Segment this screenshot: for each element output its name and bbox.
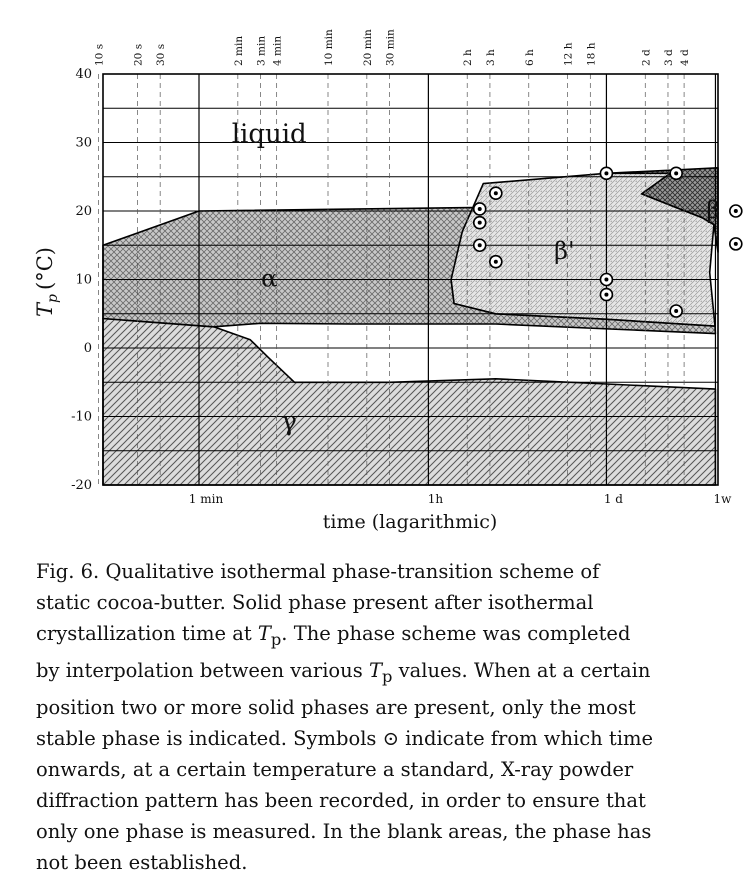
top-tick-label: 6 h [523, 49, 536, 66]
y-tick-label: -20 [71, 478, 92, 493]
xray-measurement-marker [490, 256, 502, 268]
caption-line: static cocoa-butter. Solid phase present after isothermal [36, 591, 594, 614]
y-tick-label: 30 [75, 135, 92, 151]
region-label-beta-prime: β' [554, 236, 575, 265]
xray-measurement-marker [600, 274, 612, 286]
y-tick-label: 40 [75, 67, 92, 82]
caption-line: diffraction pattern has been recorded, in order to ensure that [36, 788, 646, 812]
top-tick-label: 20 min [361, 29, 374, 66]
top-tick-label: 10 s [93, 43, 106, 66]
region-label-beta: β [706, 195, 721, 224]
y-tick-label: -10 [71, 409, 92, 425]
xray-measurement-marker [730, 205, 742, 217]
caption-line: onwards, at a certain temperature a standard, X-ray powder [36, 757, 634, 781]
caption-line: position two or more solid phases are present, only the most [36, 695, 636, 719]
bottom-tick-label: 1 d [603, 492, 623, 506]
caption-line: crystallization time at [36, 622, 258, 645]
top-tick-label: 3 min [255, 35, 268, 66]
x-axis-label: time (lagarithmic) [322, 511, 498, 533]
caption-line: stable phase is indicated. Symbols ⊙ indicate from which time [36, 726, 654, 750]
caption-subscript: p [270, 629, 282, 649]
top-tick-label: 2 d [640, 49, 653, 66]
xray-measurement-marker [670, 167, 682, 179]
y-tick-label: 20 [75, 204, 92, 219]
top-tick-label: 2 min [232, 35, 245, 66]
caption-line: not been established. [36, 850, 248, 874]
xray-measurement-marker [600, 167, 612, 179]
xray-measurement-marker [474, 239, 486, 251]
figure-caption [36, 556, 712, 878]
region-label-alpha: α [261, 264, 278, 293]
caption-symbol: T [257, 622, 271, 645]
caption-symbol: T [368, 658, 382, 682]
y-tick-label: 0 [83, 341, 92, 356]
xray-measurement-marker [490, 187, 502, 199]
xray-measurement-marker [730, 238, 742, 250]
y-axis-label: $T_p(^\circ C)$ [33, 247, 61, 317]
caption-subscript: p [381, 666, 393, 686]
top-tick-label: 18 h [585, 42, 598, 66]
xray-measurement-marker [670, 305, 682, 317]
top-tick-label: 4 d [679, 49, 692, 66]
top-tick-label: 10 min [323, 29, 335, 66]
caption-line: Fig. 6. Qualitative isothermal phase-transition scheme of [36, 560, 600, 583]
top-tick-label: 12 h [562, 42, 575, 66]
xray-measurement-marker [474, 217, 486, 229]
region-label-liquid: liquid [231, 119, 307, 150]
top-tick-label: 3 d [663, 49, 675, 66]
bottom-tick-label: 1 min [188, 492, 224, 506]
xray-measurement-marker [600, 289, 612, 301]
top-tick-label: 3 h [484, 49, 497, 66]
top-tick-label: 20 s [132, 43, 145, 66]
caption-line: values. When at a certain [392, 658, 651, 682]
y-tick-label: 10 [75, 272, 92, 288]
top-tick-label: 4 min [271, 35, 284, 66]
caption-line: . The phase scheme was completed [281, 622, 631, 645]
caption-line: by interpolation between various [36, 658, 369, 682]
top-tick-label: 30 s [155, 43, 168, 66]
xray-measurement-marker [474, 203, 486, 215]
bottom-tick-label: 1h [427, 492, 444, 506]
top-tick-label: 2 h [462, 49, 475, 66]
region-gamma [103, 319, 715, 486]
top-tick-label: 30 min [384, 29, 397, 66]
caption-line: only one phase is measured. In the blank areas, the phase has [36, 819, 652, 843]
region-label-gamma: γ [281, 407, 297, 438]
bottom-tick-label: 1w [713, 492, 732, 506]
